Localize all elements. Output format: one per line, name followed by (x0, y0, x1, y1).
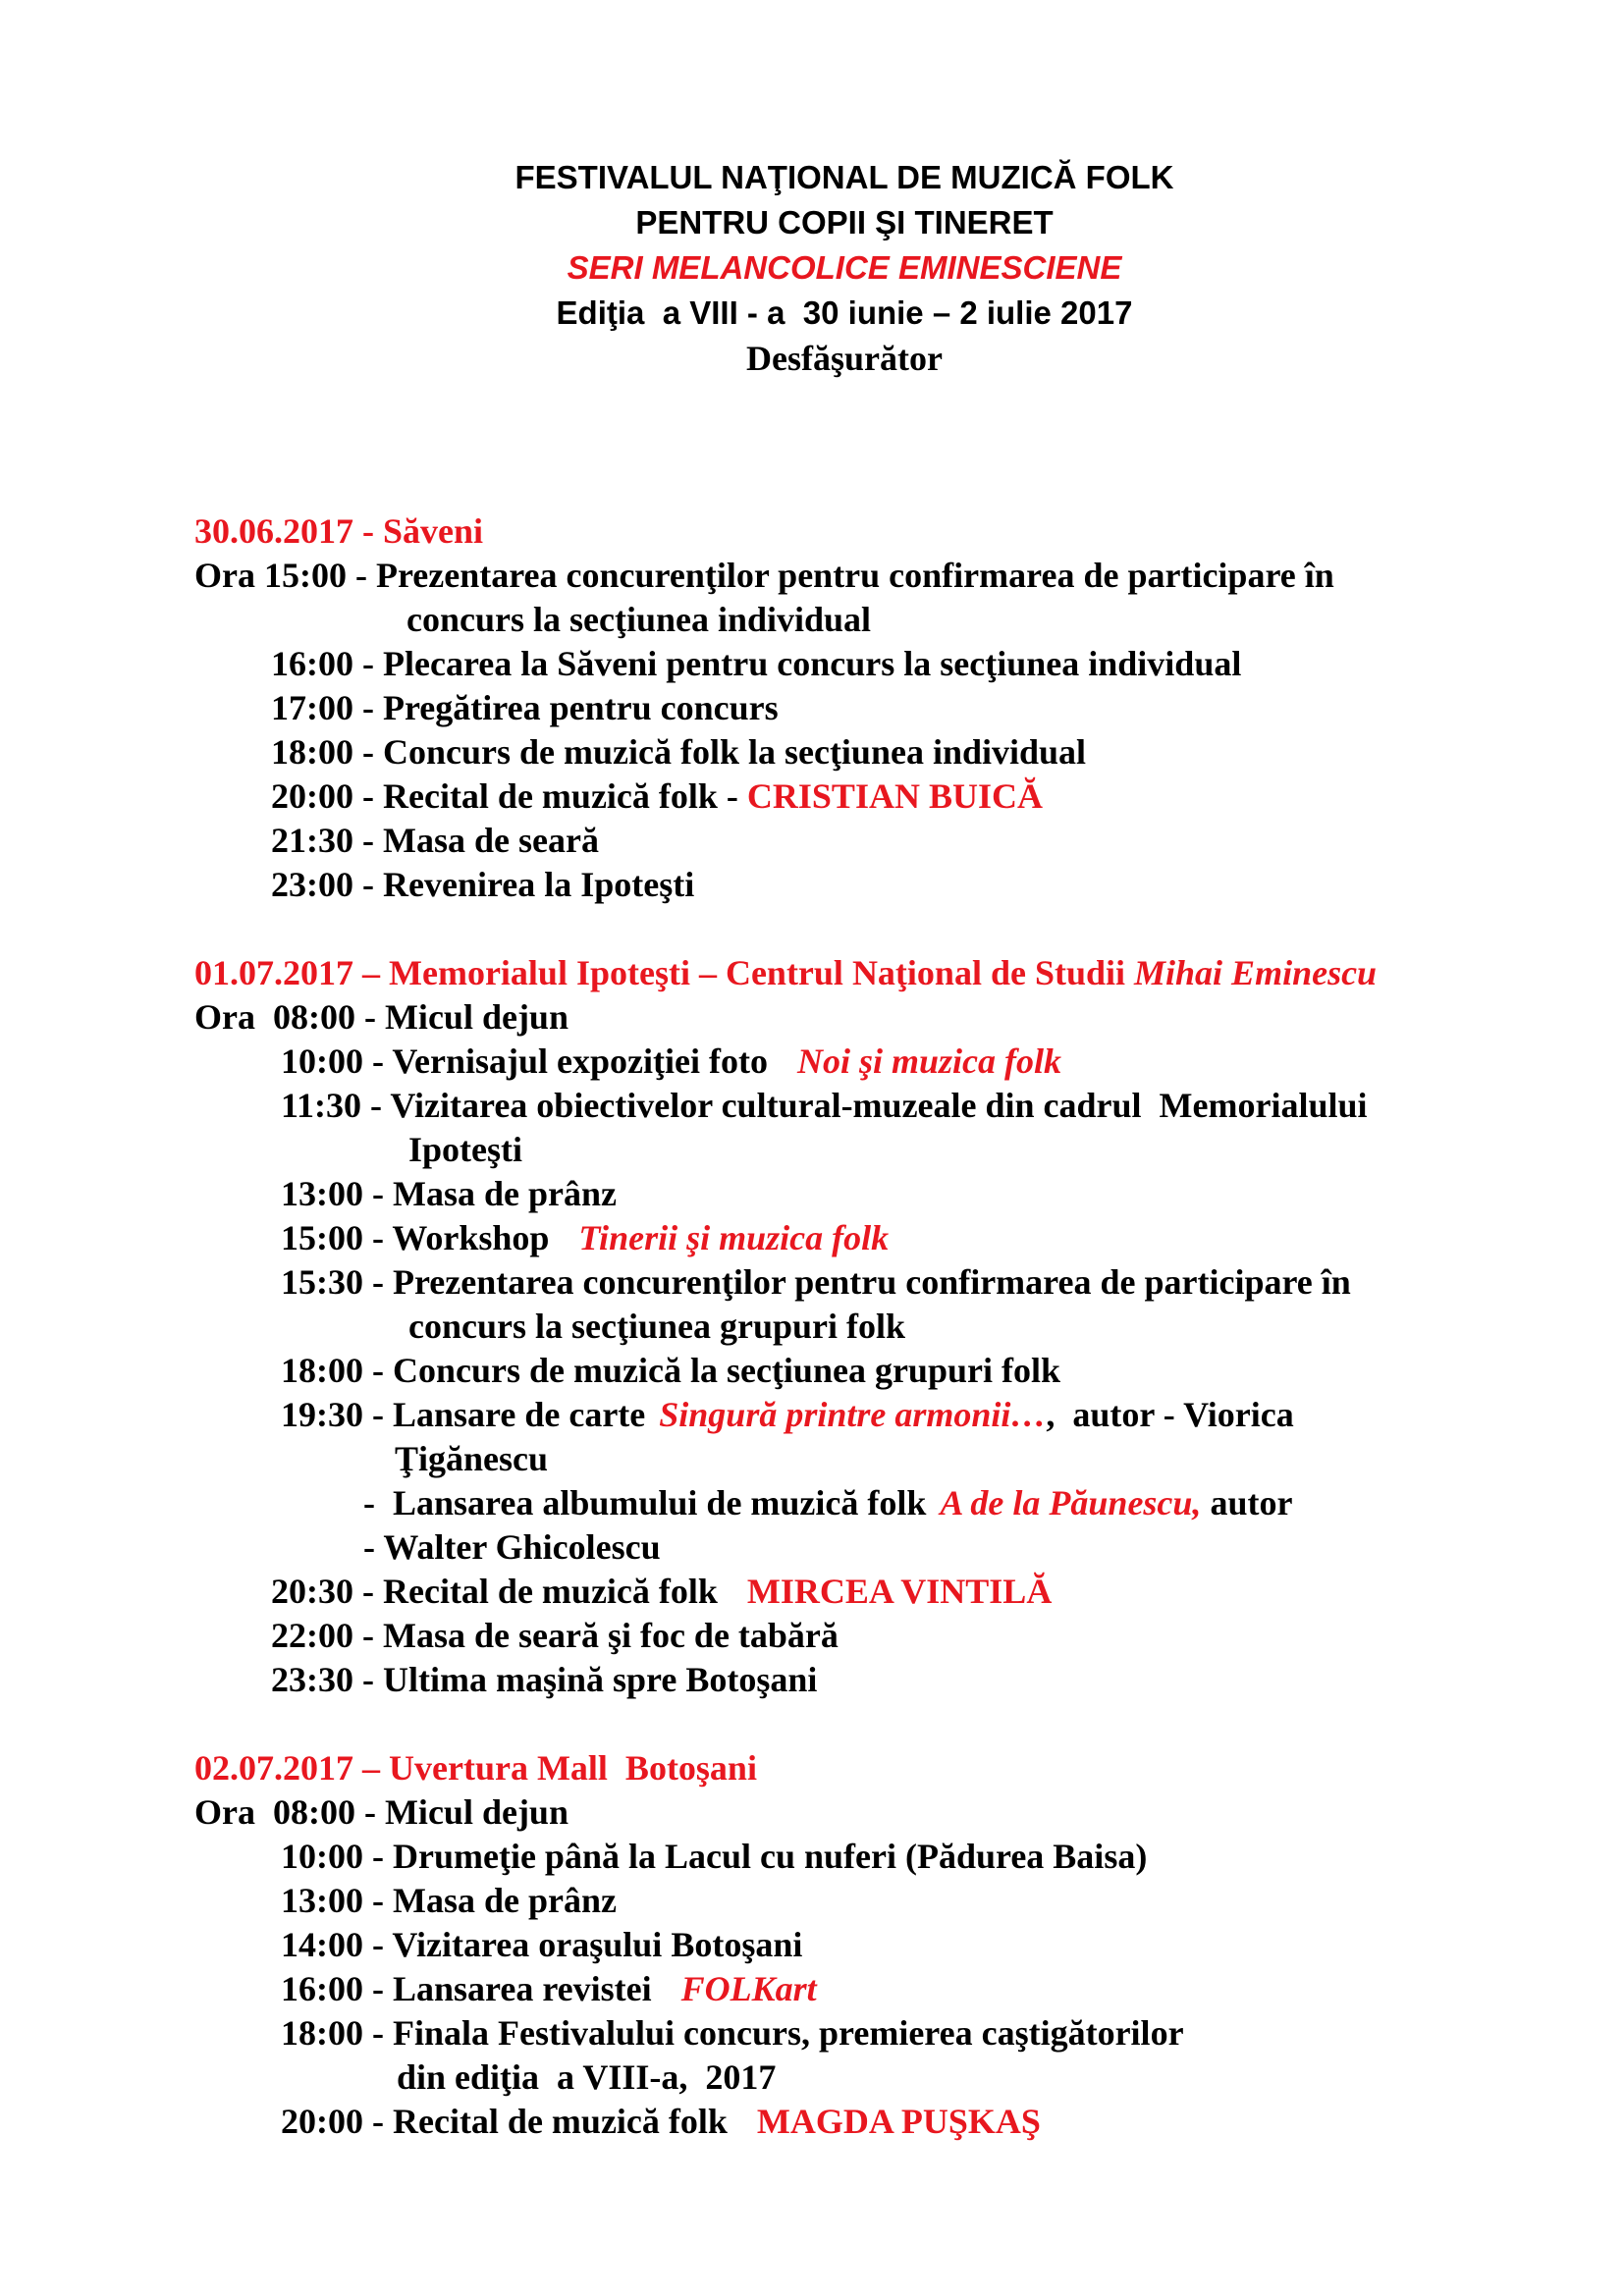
schedule-item (194, 1040, 1569, 1084)
item-text: - Micul dejun (354, 1792, 568, 1832)
schedule-item (194, 554, 1569, 598)
day2-title-text: 01.07.2017 – Memorialul Ipoteşti – Centrul Naţional de Studii (194, 953, 1135, 992)
item-text: - Drumeţie până la Lacul cu nuferi (Pădurea Baisa) (363, 1837, 1148, 1876)
schedule-item (194, 642, 1569, 686)
day2-title-italic: Mihai Eminescu (1134, 953, 1378, 992)
item-text: - Recital de muzică folk (353, 1572, 718, 1611)
festival-theme: SERI MELANCOLICE EMINESCIENE (567, 249, 1122, 286)
schedule-item (194, 2011, 1569, 2056)
item-text: - Walter Ghicolescu (363, 1527, 661, 1567)
item-text: - Masa de seară şi foc de tabără (353, 1616, 839, 1655)
schedule-item-continuation (194, 2056, 1569, 2100)
item-text: - Pregătirea pentru concurs (353, 688, 779, 727)
schedule-item (194, 863, 1569, 907)
day1-title: 30.06.2017 - Săveni (194, 511, 484, 551)
item-time: 11:30 (281, 1086, 362, 1125)
item-time: 22:00 (271, 1616, 353, 1655)
item-text: - Vernisajul expoziţiei foto (363, 1041, 768, 1081)
magazine-title: FOLKart (680, 1969, 817, 2008)
item-time: 21:30 (271, 821, 353, 860)
item-text-after: , autor - Viorica (1046, 1395, 1294, 1434)
schedule-item-continuation (194, 598, 1569, 642)
item-time: 10:00 (281, 1041, 363, 1081)
schedule-item-continuation (194, 1525, 1569, 1570)
schedule-item (194, 730, 1569, 774)
section-gap (194, 1702, 1569, 1746)
performer-name: MIRCEA VINTILĂ (746, 1572, 1053, 1611)
schedule-item (194, 819, 1569, 863)
schedule-item (194, 1084, 1569, 1128)
schedule-item (194, 995, 1569, 1040)
item-text: - Revenirea la Ipoteşti (353, 865, 695, 904)
item-text: Ţigănescu (395, 1439, 549, 1478)
festival-title: FESTIVALUL NAŢIONAL DE MUZICĂ FOLK (514, 159, 1174, 195)
item-time: 15:30 (281, 1262, 363, 1302)
schedule-item (194, 1481, 1569, 1525)
item-time: 17:00 (271, 688, 353, 727)
item-time: 16:00 (281, 1969, 363, 2008)
item-text-after: autor (1201, 1483, 1293, 1522)
edition-dates: Ediţia a VIII - a 30 iunie – 2 iulie 2017 (556, 294, 1133, 331)
item-time: 15:00 (281, 1218, 363, 1257)
item-text: - Finala Festivalului concurs, premierea caştigătorilor (363, 2013, 1184, 2053)
schedule-item (194, 1216, 1569, 1260)
schedule-item (194, 1614, 1569, 1658)
item-time: Ora 15:00 (194, 556, 347, 595)
item-text: - Prezentarea concurenţilor pentru confirmarea de participare în (363, 1262, 1351, 1302)
day3-title: 02.07.2017 – Uvertura Mall Botoşani (194, 1748, 757, 1788)
schedule-item (194, 1172, 1569, 1216)
festival-subtitle: PENTRU COPII ŞI TINERET (635, 204, 1054, 240)
item-text: - Recital de muzică folk (363, 2102, 728, 2141)
item-time: Ora 08:00 (194, 1792, 355, 1832)
item-time: Ora 08:00 (194, 997, 355, 1037)
item-text: - Masa de prânz (363, 1174, 617, 1213)
item-text: - Workshop (363, 1218, 550, 1257)
schedule-item (194, 1967, 1569, 2011)
item-text: - Masa de prânz (363, 1881, 617, 1920)
section-gap (194, 907, 1569, 951)
item-text: concurs la secţiunea grupuri folk (408, 1307, 906, 1346)
item-time: 18:00 (271, 732, 353, 772)
schedule-item (194, 774, 1569, 819)
schedule-item (194, 1790, 1569, 1835)
item-text: concurs la secţiunea individual (406, 600, 872, 639)
schedule-item (194, 1923, 1569, 1967)
item-text: - Lansare de carte (363, 1395, 646, 1434)
schedule-heading: Desfăşurător (746, 339, 943, 378)
performer-name: CRISTIAN BUICĂ (746, 776, 1043, 816)
item-time: 16:00 (271, 644, 353, 683)
item-text: - Vizitarea oraşului Botoşani (363, 1925, 803, 1964)
schedule-item (194, 1570, 1569, 1614)
item-time: 14:00 (281, 1925, 363, 1964)
item-time: 10:00 (281, 1837, 363, 1876)
item-time: 23:30 (271, 1660, 353, 1699)
item-text: - Lansarea albumului de muzică folk (363, 1483, 927, 1522)
item-text: - Ultima maşină spre Botoşani (353, 1660, 818, 1699)
workshop-title: Tinerii şi muzica folk (578, 1218, 890, 1257)
item-time: 19:30 (281, 1395, 363, 1434)
item-text: - Recital de muzică folk - (353, 776, 747, 816)
item-text: - Micul dejun (354, 997, 568, 1037)
item-time: 23:00 (271, 865, 353, 904)
exhibition-title: Noi şi muzica folk (796, 1041, 1061, 1081)
schedule-item-continuation (194, 1128, 1569, 1172)
item-time: 13:00 (281, 1174, 363, 1213)
item-text: Ipoteşti (408, 1130, 522, 1169)
item-text: - Prezentarea concurenţilor pentru confirmarea de participare în (346, 556, 1334, 595)
schedule-item (194, 1835, 1569, 1879)
day2-title (194, 951, 1569, 995)
item-time: 18:00 (281, 1351, 363, 1390)
item-text: - Plecarea la Săveni pentru concurs la secţiunea individual (353, 644, 1242, 683)
schedule-item (194, 1393, 1569, 1437)
item-text: - Masa de seară (353, 821, 599, 860)
performer-name: MAGDA PUŞKAŞ (756, 2102, 1041, 2141)
item-time: 20:00 (281, 2102, 363, 2141)
item-text: - Vizitarea obiectivelor cultural-muzeale din cadrul Memorialului (361, 1086, 1368, 1125)
item-text: - Concurs de muzică folk la secţiunea individual (353, 732, 1087, 772)
item-time: 20:00 (271, 776, 353, 816)
schedule-body (194, 509, 1569, 2144)
item-text: - Lansarea revistei (363, 1969, 652, 2008)
item-time: 20:30 (271, 1572, 353, 1611)
item-time: 13:00 (281, 1881, 363, 1920)
schedule-item (194, 1260, 1569, 1305)
book-title: Singură printre armonii… (659, 1395, 1047, 1434)
schedule-item (194, 1658, 1569, 1702)
album-title: A de la Păunescu, (940, 1483, 1202, 1522)
schedule-item (194, 686, 1569, 730)
schedule-item (194, 2100, 1569, 2144)
document-header (0, 155, 1624, 381)
item-text: din ediţia a VIII-a, 2017 (397, 2057, 777, 2097)
schedule-item (194, 1879, 1569, 1923)
item-text: - Concurs de muzică la secţiunea grupuri folk (363, 1351, 1060, 1390)
schedule-item-continuation (194, 1305, 1569, 1349)
schedule-item (194, 1349, 1569, 1393)
schedule-item-continuation (194, 1437, 1569, 1481)
item-time: 18:00 (281, 2013, 363, 2053)
